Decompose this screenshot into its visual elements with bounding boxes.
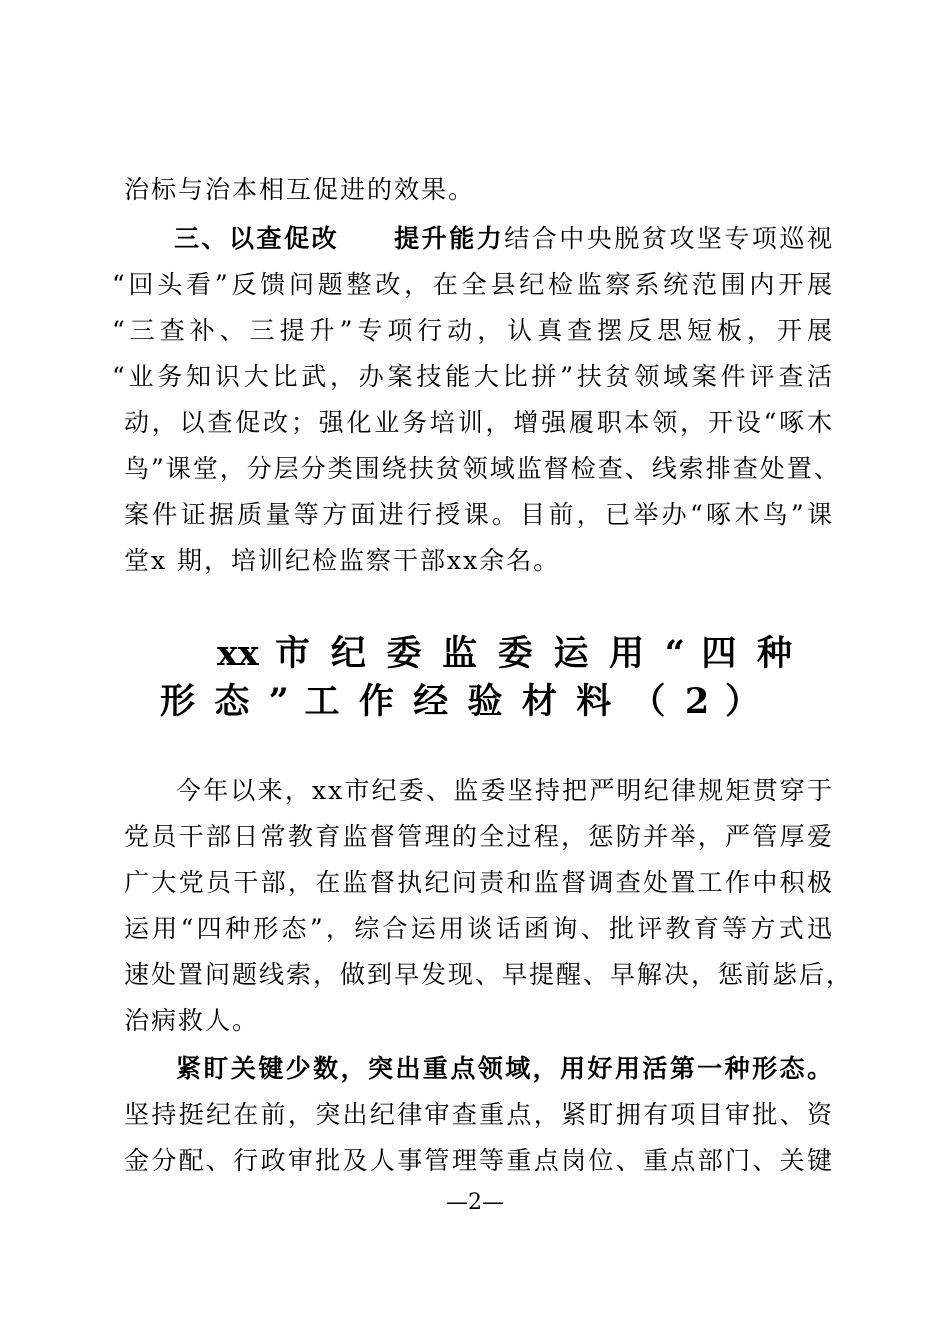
paragraph-line: 鸟”课堂，分层分类围绕扶贫领域监督检查、线索排查处置、 [124, 454, 841, 483]
paragraph-line: 坚持挺纪在前，突出纪律审查重点，紧盯拥有项目审批、资 [124, 1100, 834, 1129]
paragraph-line: 动，以查促改；强化业务培训，增强履职本领，开设“啄木 [124, 408, 834, 437]
section-heading-line [124, 224, 834, 254]
paragraph-line: 党员干部日常教育监督管理的全过程，惩防并举，严管厚爱 [124, 822, 834, 851]
paragraph-line: 堂x 期，培训纪检监察干部xx余名。 [124, 546, 561, 575]
paragraph-line: 广大党员干部，在监督执纪问责和监督调查处置工作中积极 [124, 868, 834, 897]
paragraph-line: “回头看”反馈问题整改，在全县纪检监察系统范围内开展 [112, 270, 834, 299]
document-title-line1: xx 市 纪 委 监 委 运 用 “ 四 种 [217, 633, 792, 674]
paragraph-line: 治标与治本相互促进的效果。 [124, 175, 476, 204]
document-title-line2: 形 态 ” 工 作 经 验 材 料 （ 2 ） [160, 681, 760, 722]
section-heading: 三、以查促改 提升能力 [174, 224, 505, 253]
paragraph-text: 结合中央脱贫攻坚专项巡视 [504, 224, 834, 253]
section-heading: 紧盯关键少数，突出重点领域，用好用活第一种形态。 [176, 1054, 834, 1083]
paragraph-line: 运用“四种形态”，综合运用谈话函询、批评教育等方式迅 [124, 914, 834, 943]
paragraph-line: “业务知识大比武，办案技能大比拼”扶贫领域案件评查活 [112, 362, 834, 391]
paragraph-line: 今年以来，xx市纪委、监委坚持把严明纪律规矩贯穿于 [176, 776, 834, 805]
paragraph-line: “三查补、三提升”专项行动，认真查摆反思短板，开展 [112, 316, 834, 345]
page-number: —2— [446, 1190, 504, 1215]
paragraph-line: 治病救人。 [124, 1006, 260, 1035]
paragraph-line: 金分配、行政审批及人事管理等重点岗位、重点部门、关键 [124, 1146, 834, 1175]
paragraph-line: 案件证据质量等方面进行授课。目前，已举办“啄木鸟”课 [124, 500, 834, 529]
paragraph-line: 速处置问题线索，做到早发现、早提醒、早解决，惩前毖后， [124, 960, 854, 989]
